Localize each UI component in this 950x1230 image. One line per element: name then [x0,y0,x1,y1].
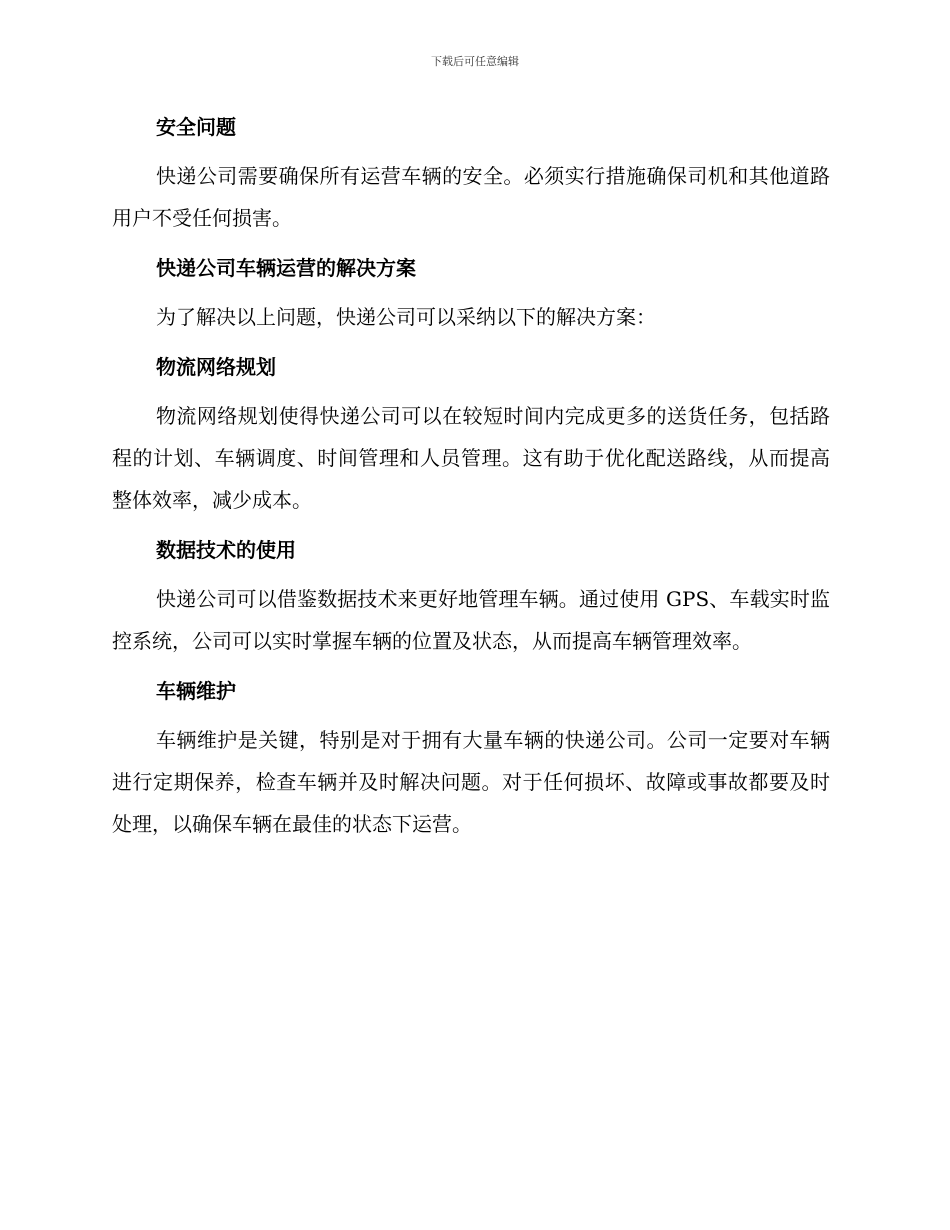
section-paragraph-data-tech: 快递公司可以借鉴数据技术来更好地管理车辆。通过使用 GPS、车载实时监控系统，公司可以实时掌握车辆的位置及状态，从而提高车辆管理效率。 [112,587,830,653]
section-heading-safety: 安全问题 [156,115,236,139]
section-heading-solutions: 快递公司车辆运营的解决方案 [156,256,416,280]
header-note: 下载后可任意编辑 [431,55,519,68]
section-paragraph-solutions: 为了解决以上问题，快递公司可以采纳以下的解决方案： [156,305,656,329]
document-body [112,108,830,845]
section-paragraph-logistics: 物流网络规划使得快递公司可以在较短时间内完成更多的送货任务，包括路程的计划、车辆调度、时间管理和人员管理。这有助于优化配送路线，从而提高整体效率，减少成本。 [112,404,830,512]
section-paragraph-maintenance: 车辆维护是关键，特别是对于拥有大量车辆的快递公司。公司一定要对车辆进行定期保养，检查车辆并及时解决问题。对于任何损坏、故障或事故都要及时处理，以确保车辆在最佳的状态下运营。 [112,728,830,836]
section-heading-maintenance: 车辆维护 [156,679,236,703]
section-paragraph-safety: 快递公司需要确保所有运营车辆的安全。必须实行措施确保司机和其他道路用户不受任何损害。 [112,164,830,230]
section-heading-data-tech: 数据技术的使用 [156,538,296,562]
section-heading-logistics: 物流网络规划 [156,355,276,379]
